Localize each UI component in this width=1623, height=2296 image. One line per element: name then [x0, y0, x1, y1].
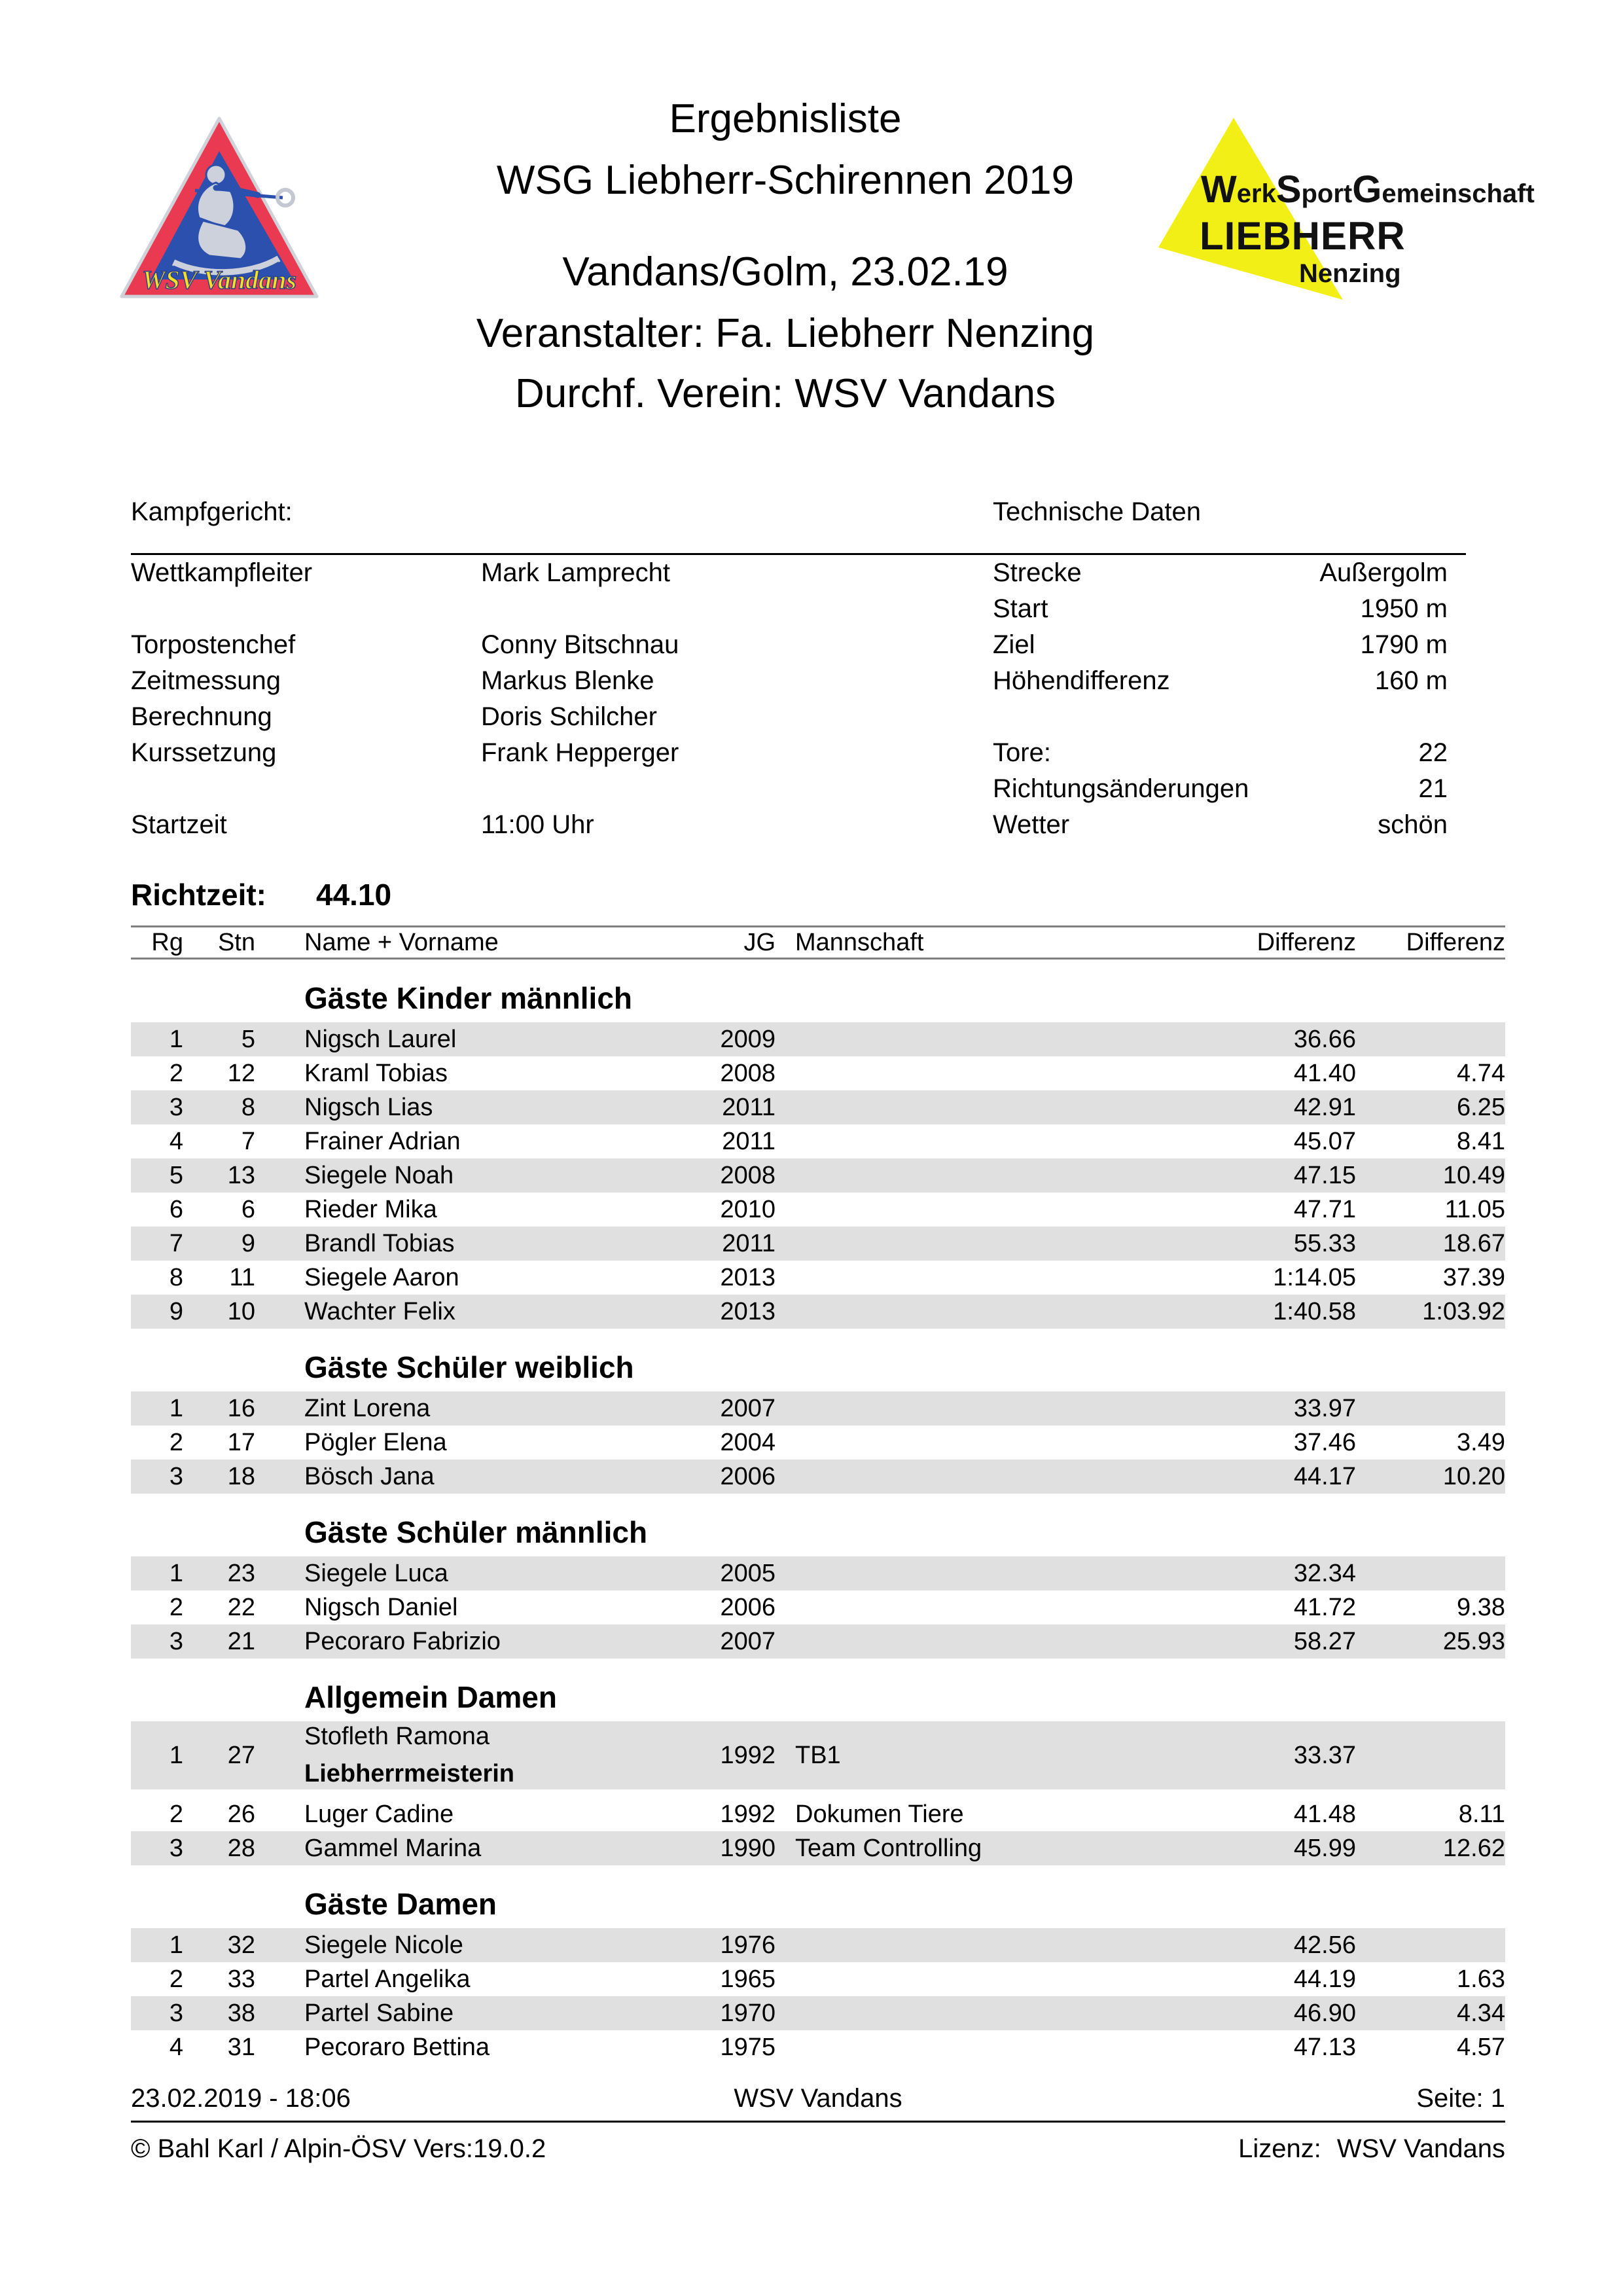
- cell-team: TB1: [795, 1741, 841, 1769]
- cell-gap-diff: 4.57: [1457, 2033, 1505, 2061]
- cell-bib: 12: [227, 1059, 255, 1087]
- competitor-name: Siegele Aaron: [304, 1263, 459, 1291]
- cell-gap-diff: 1:03.92: [1422, 1297, 1505, 1325]
- cell-name: [255, 1128, 694, 1156]
- info-row: [131, 627, 1466, 663]
- table-row: [131, 1721, 1505, 1789]
- cell-bib: 8: [241, 1093, 255, 1121]
- cell-year: 1970: [720, 1999, 776, 2027]
- table-row: [131, 1295, 1505, 1329]
- cell-gap-diff: 3.49: [1457, 1428, 1505, 1456]
- table-row: [131, 1962, 1505, 1996]
- info-section: [131, 497, 1466, 843]
- cell-rank: 3: [169, 1627, 183, 1655]
- cell-name: [255, 1463, 694, 1491]
- cell-year: 1975: [720, 2033, 776, 2061]
- page-footer: [131, 2084, 1505, 2167]
- cell-year: 2010: [720, 1195, 776, 1223]
- col-header-diff2: Differenz: [1406, 928, 1505, 956]
- cell-rank: 1: [169, 1559, 183, 1587]
- table-row: [131, 1022, 1505, 1056]
- technical-value: schön: [1378, 810, 1448, 839]
- cell-time-diff: 45.07: [1293, 1127, 1356, 1155]
- table-row: [131, 1158, 1505, 1193]
- liebherr-logo-lowercase: port: [1301, 179, 1353, 208]
- cell-year: 2011: [722, 1093, 776, 1121]
- cell-bib: 26: [227, 1800, 255, 1828]
- info-row: [131, 699, 1466, 735]
- reference-time-label: Richtzeit:: [131, 878, 266, 912]
- cell-name: [255, 2000, 694, 2028]
- cell-bib: 7: [241, 1127, 255, 1155]
- official-name-value: Frank Hepperger: [481, 738, 679, 767]
- cell-time-diff: 1:14.05: [1273, 1263, 1356, 1291]
- event-title: WSG Liebherr-Schirennen 2019: [496, 158, 1075, 203]
- official-role-label: Kurssetzung: [131, 738, 277, 767]
- cell-time-diff: 33.97: [1293, 1394, 1356, 1422]
- cell-rank: 9: [169, 1297, 183, 1325]
- cell-time-diff: 58.27: [1293, 1627, 1356, 1655]
- table-row: [131, 1928, 1505, 1962]
- cell-rank: 8: [169, 1263, 183, 1291]
- cell-bib: 31: [227, 2033, 255, 2061]
- cell-bib: 23: [227, 1559, 255, 1587]
- cell-time-diff: 42.91: [1293, 1093, 1356, 1121]
- cell-time-diff: 42.56: [1293, 1931, 1356, 1959]
- cell-rank: 4: [169, 2033, 183, 2061]
- technical-value: 22: [1418, 738, 1448, 767]
- results-table-header: [131, 925, 1505, 960]
- cell-rank: 2: [169, 1800, 183, 1828]
- cell-year: 1992: [720, 1800, 776, 1828]
- technical-label: Ziel: [993, 630, 1035, 659]
- cell-name: [255, 1196, 694, 1224]
- technical-value: Außergolm: [1319, 558, 1448, 587]
- info-row: [131, 807, 1466, 843]
- cell-rank: 3: [169, 1462, 183, 1490]
- technical-value: 1790 m: [1360, 630, 1448, 659]
- class-group-header: Gäste Kinder männlich: [304, 981, 633, 1015]
- footer-license: [1238, 2134, 1505, 2164]
- table-row: [131, 2030, 1505, 2064]
- table-row: [131, 1261, 1505, 1295]
- table-row: [131, 1797, 1505, 1831]
- cell-name: [255, 1594, 694, 1622]
- cell-year: 2004: [720, 1428, 776, 1456]
- competitor-name: Nigsch Lias: [304, 1093, 433, 1121]
- official-name-value: Doris Schilcher: [481, 702, 657, 731]
- cell-year: 2009: [720, 1025, 776, 1053]
- cell-bib: 38: [227, 1999, 255, 2027]
- cell-gap-diff: 4.74: [1457, 1059, 1505, 1087]
- cell-gap-diff: 11.05: [1444, 1195, 1505, 1223]
- cell-name: [255, 1560, 694, 1588]
- col-header-bib: Stn: [217, 928, 255, 956]
- cell-rank: 6: [169, 1195, 183, 1223]
- competitor-name: Zint Lorena: [304, 1394, 431, 1422]
- cell-bib: 13: [227, 1161, 255, 1189]
- table-row: [131, 1193, 1505, 1227]
- cell-time-diff: 41.40: [1293, 1059, 1356, 1087]
- competitor-name: Rieder Mika: [304, 1195, 437, 1223]
- cell-name: [255, 1965, 694, 1994]
- liebherr-logo-lowercase: emeinschaft: [1382, 179, 1535, 208]
- cell-time-diff: 32.34: [1293, 1559, 1356, 1587]
- executing-club-line: Durchf. Verein: WSV Vandans: [515, 371, 1056, 416]
- cell-rank: 7: [169, 1229, 183, 1257]
- cell-year: 2013: [720, 1297, 776, 1325]
- cell-time-diff: 46.90: [1293, 1999, 1356, 2027]
- cell-name: [255, 1429, 694, 1457]
- competitor-name: Pögler Elena: [304, 1428, 447, 1456]
- competitor-name: Frainer Adrian: [304, 1127, 461, 1155]
- cell-gap-diff: 8.11: [1458, 1800, 1505, 1828]
- table-row: [131, 1056, 1505, 1090]
- col-header-name: Name + Vorname: [304, 928, 499, 956]
- competitor-name: Stofleth Ramona: [304, 1723, 490, 1750]
- results-table: [131, 925, 1505, 2064]
- cell-name: [255, 1801, 694, 1829]
- technical-value: 21: [1418, 774, 1448, 803]
- col-header-team: Mannschaft: [795, 928, 924, 956]
- table-row: [131, 1460, 1505, 1494]
- cell-year: 1990: [720, 1834, 776, 1862]
- liebherr-logo-capital: S: [1275, 168, 1302, 211]
- competitor-name: Siegele Luca: [304, 1559, 448, 1587]
- cell-gap-diff: 1.63: [1457, 1965, 1505, 1993]
- official-role-label: Berechnung: [131, 702, 272, 731]
- cell-name: [255, 1931, 694, 1960]
- cell-bib: 22: [227, 1593, 255, 1621]
- cell-time-diff: 44.17: [1293, 1462, 1356, 1490]
- cell-bib: 28: [227, 1834, 255, 1862]
- cell-time-diff: 45.99: [1293, 1834, 1356, 1862]
- cell-team: Team Controlling: [795, 1834, 982, 1862]
- official-role-label: Zeitmessung: [131, 666, 281, 695]
- cell-year: 2011: [722, 1229, 776, 1257]
- class-group-header: Gäste Damen: [304, 1887, 497, 1921]
- cell-year: 2008: [720, 1161, 776, 1189]
- competitor-name: Partel Sabine: [304, 1999, 454, 2027]
- cell-bib: 9: [241, 1229, 255, 1257]
- cell-name: [255, 1298, 694, 1326]
- cell-bib: 27: [227, 1741, 255, 1769]
- table-row: [131, 1090, 1505, 1124]
- cell-gap-diff: 37.39: [1442, 1263, 1505, 1291]
- class-group-header: Allgemein Damen: [304, 1680, 557, 1714]
- info-rows: [131, 555, 1466, 843]
- organizer-line: Veranstalter: Fa. Liebherr Nenzing: [476, 311, 1095, 356]
- footer-divider: [131, 2121, 1505, 2123]
- col-header-rank: Rg: [151, 928, 183, 956]
- footer-club: WSV Vandans: [734, 2084, 902, 2113]
- cell-bib: 10: [227, 1297, 255, 1325]
- table-row: [131, 1590, 1505, 1624]
- table-row: [131, 1624, 1505, 1659]
- cell-time-diff: 47.71: [1293, 1195, 1356, 1223]
- cell-bib: 21: [227, 1627, 255, 1655]
- info-row: [131, 663, 1466, 699]
- table-row: [131, 1831, 1505, 1865]
- cell-name: [255, 1094, 694, 1122]
- page-title: Ergebnisliste: [669, 96, 902, 141]
- location-date-line: Vandans/Golm, 23.02.19: [562, 249, 1008, 295]
- cell-name: [255, 1060, 694, 1088]
- cell-time-diff: 41.72: [1293, 1593, 1356, 1621]
- cell-year: 2007: [720, 1394, 776, 1422]
- technical-label: Tore:: [993, 738, 1051, 767]
- footer-row-2: [131, 2134, 1505, 2167]
- competitor-note: Liebherrmeisterin: [304, 1760, 514, 1787]
- cell-year: 1992: [720, 1741, 776, 1769]
- table-row: [131, 1996, 1505, 2030]
- col-header-diff1: Differenz: [1257, 928, 1356, 956]
- cell-name: [255, 1395, 694, 1423]
- cell-rank: 2: [169, 1965, 183, 1993]
- cell-time-diff: 47.13: [1293, 2033, 1356, 2061]
- competitor-name: Luger Cadine: [304, 1800, 454, 1828]
- class-group-header: Gäste Schüler männlich: [304, 1515, 648, 1549]
- cell-gap-diff: 9.38: [1457, 1593, 1505, 1621]
- technical-label: Start: [993, 594, 1048, 623]
- cell-rank: 2: [169, 1593, 183, 1621]
- competitor-name: Brandl Tobias: [304, 1229, 455, 1257]
- cell-time-diff: 44.19: [1293, 1965, 1356, 1993]
- cell-year: 1976: [720, 1931, 776, 1959]
- info-headings: [131, 497, 1466, 555]
- cell-year: 2006: [720, 1462, 776, 1490]
- wsv-logo-text: WSV Vandans: [141, 265, 297, 295]
- competitor-name: Bösch Jana: [304, 1462, 435, 1490]
- cell-bib: 16: [227, 1394, 255, 1422]
- liebherr-logo-city: Nenzing: [1299, 259, 1401, 288]
- technical-value: 1950 m: [1360, 594, 1448, 623]
- official-role-label: Startzeit: [131, 810, 227, 839]
- cell-rank: 3: [169, 1999, 183, 2027]
- official-role-label: Torpostenchef: [131, 630, 296, 659]
- competitor-name: Nigsch Daniel: [304, 1593, 458, 1621]
- header-row: [131, 927, 1505, 958]
- cell-time-diff: 55.33: [1293, 1229, 1356, 1257]
- competitor-name: Partel Angelika: [304, 1965, 471, 1993]
- cell-gap-diff: 8.41: [1457, 1127, 1505, 1155]
- cell-time-diff: 47.15: [1293, 1161, 1356, 1189]
- cell-name: [255, 1628, 694, 1656]
- cell-gap-diff: 10.49: [1442, 1161, 1505, 1189]
- cell-name: [255, 1264, 694, 1292]
- cell-bib: 18: [227, 1462, 255, 1490]
- results-table-body: [131, 982, 1505, 2064]
- cell-rank: 1: [169, 1741, 183, 1769]
- footer-license-value: WSV Vandans: [1336, 2134, 1505, 2163]
- footer-copyright: © Bahl Karl / Alpin-ÖSV Vers:19.0.2: [131, 2134, 546, 2163]
- cell-rank: 3: [169, 1093, 183, 1121]
- technical-label: Strecke: [993, 558, 1082, 587]
- cell-gap-diff: 12.62: [1442, 1834, 1505, 1862]
- competitor-name: Pecoraro Bettina: [304, 2033, 490, 2061]
- footer-row-1: [131, 2084, 1505, 2117]
- cell-time-diff: 1:40.58: [1273, 1297, 1356, 1325]
- official-name-value: Conny Bitschnau: [481, 630, 679, 659]
- table-row: [131, 1124, 1505, 1158]
- official-name-value: Markus Blenke: [481, 666, 654, 695]
- technical-label: Wetter: [993, 810, 1070, 839]
- cell-rank: 1: [169, 1025, 183, 1053]
- competitor-name: Gammel Marina: [304, 1834, 482, 1862]
- cell-time-diff: 36.66: [1293, 1025, 1356, 1053]
- competitor-name: Siegele Noah: [304, 1161, 454, 1189]
- cell-name: [255, 1026, 694, 1054]
- cell-bib: 6: [241, 1195, 255, 1223]
- technical-label: Richtungsänderungen: [993, 774, 1249, 803]
- class-group-header: Gäste Schüler weiblich: [304, 1350, 634, 1384]
- reference-time: [131, 877, 391, 912]
- competitor-name: Nigsch Laurel: [304, 1025, 457, 1053]
- cell-gap-diff: 18.67: [1442, 1229, 1505, 1257]
- cell-rank: 2: [169, 1059, 183, 1087]
- cell-gap-diff: 25.93: [1442, 1627, 1505, 1655]
- liebherr-logo-lowercase: erk: [1236, 179, 1276, 208]
- table-row: [131, 1227, 1505, 1261]
- cell-year: 2008: [720, 1059, 776, 1087]
- info-row: [131, 591, 1466, 627]
- competitor-name: Wachter Felix: [304, 1297, 455, 1325]
- cell-rank: 5: [169, 1161, 183, 1189]
- cell-bib: 32: [227, 1931, 255, 1959]
- official-role-label: Wettkampfleiter: [131, 558, 313, 587]
- cell-year: 2013: [720, 1263, 776, 1291]
- cell-rank: 1: [169, 1394, 183, 1422]
- cell-name: [255, 2034, 694, 2062]
- table-row: [131, 1391, 1505, 1426]
- cell-rank: 1: [169, 1931, 183, 1959]
- cell-gap-diff: 6.25: [1457, 1093, 1505, 1121]
- official-name-value: Mark Lamprecht: [481, 558, 670, 587]
- cell-name: [255, 1230, 694, 1258]
- col-header-year: JG: [743, 928, 776, 956]
- cell-gap-diff: 4.34: [1457, 1999, 1505, 2027]
- info-row: [131, 735, 1466, 771]
- cell-year: 2006: [720, 1593, 776, 1621]
- footer-page-number: Seite: 1: [1416, 2084, 1505, 2113]
- cell-year: 1965: [720, 1965, 776, 1993]
- liebherr-logo-capital: G: [1352, 168, 1382, 211]
- official-name-value: 11:00 Uhr: [481, 810, 594, 839]
- competitor-name: Kraml Tobias: [304, 1059, 448, 1087]
- cell-bib: 5: [241, 1025, 255, 1053]
- cell-name: [255, 1723, 694, 1788]
- cell-year: 2011: [722, 1127, 776, 1155]
- cell-rank: 3: [169, 1834, 183, 1862]
- technical-data-heading: Technische Daten: [993, 497, 1201, 526]
- info-row: [131, 771, 1466, 807]
- cell-rank: 4: [169, 1127, 183, 1155]
- cell-bib: 17: [227, 1428, 255, 1456]
- footer-datetime: 23.02.2019 - 18:06: [131, 2084, 351, 2113]
- technical-label: Höhendifferenz: [993, 666, 1170, 695]
- cell-team: Dokumen Tiere: [795, 1800, 964, 1828]
- cell-rank: 2: [169, 1428, 183, 1456]
- cell-name: [255, 1835, 694, 1863]
- table-row: [131, 1426, 1505, 1460]
- cell-name: [255, 1162, 694, 1190]
- cell-bib: 33: [227, 1965, 255, 1993]
- table-row: [131, 1556, 1505, 1590]
- officials-heading: Kampfgericht:: [131, 497, 293, 526]
- cell-time-diff: 41.48: [1293, 1800, 1356, 1828]
- info-row: [131, 555, 1466, 591]
- cell-year: 2005: [720, 1559, 776, 1587]
- cell-time-diff: 37.46: [1293, 1428, 1356, 1456]
- cell-year: 2007: [720, 1627, 776, 1655]
- cell-time-diff: 33.37: [1293, 1741, 1356, 1769]
- liebherr-logo-capital: W: [1201, 168, 1237, 211]
- competitor-name: Pecoraro Fabrizio: [304, 1627, 501, 1655]
- cell-bib: 11: [229, 1263, 255, 1291]
- competitor-name: Siegele Nicole: [304, 1931, 463, 1959]
- cell-gap-diff: 10.20: [1442, 1462, 1505, 1490]
- reference-time-value: 44.10: [316, 878, 392, 912]
- footer-license-label: Lizenz:: [1238, 2134, 1321, 2163]
- technical-value: 160 m: [1374, 666, 1448, 695]
- liebherr-logo-wordmark: LIEBHERR: [1200, 214, 1406, 258]
